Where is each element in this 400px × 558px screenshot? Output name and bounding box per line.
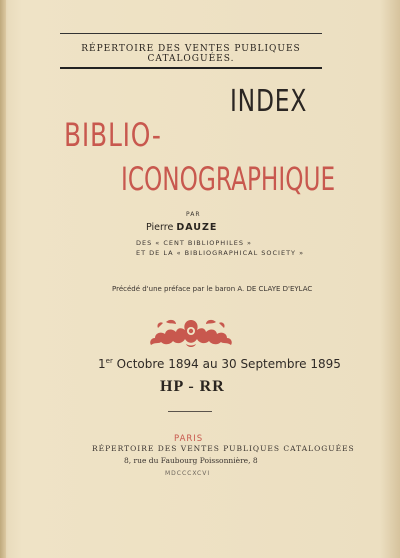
header-top-rule — [60, 33, 322, 34]
title-iconographique: ICONOGRAPHIQUE — [121, 160, 336, 198]
volume-range: HP - RR — [160, 378, 225, 395]
author-affiliation-1: DES « CENT BIBLIOPHILES » — [136, 239, 253, 247]
date-range-text: Octobre 1894 au 30 Septembre 1895 — [116, 357, 341, 371]
preface-note: Précédé d'une préface par le baron A. DE CLAYE D'EYLAC — [112, 285, 313, 293]
printer-ornament-icon — [146, 314, 236, 350]
author-name — [146, 222, 217, 233]
title-biblio: BIBLIO- — [64, 116, 162, 154]
date-start-number: 1 — [98, 357, 106, 371]
imprint-publisher: RÉPERTOIRE DES VENTES PUBLIQUES CATALOGUÉES — [92, 444, 355, 453]
page-spine-shadow — [0, 0, 6, 558]
date-range — [98, 357, 341, 371]
author-first-name: Pierre — [146, 222, 174, 233]
header-bottom-rule — [60, 67, 322, 69]
byline-par: PAR — [186, 211, 201, 218]
imprint-address: 8, rue du Faubourg Poissonnière, 8 — [124, 456, 258, 465]
author-affiliation-2: ET DE LA « BIBLIOGRAPHICAL SOCIETY » — [136, 249, 305, 257]
imprint-city: PARIS — [174, 434, 204, 444]
title-index: INDEX — [230, 84, 308, 119]
author-last-name: DAUZE — [176, 222, 218, 233]
imprint-rule — [168, 411, 212, 412]
series-header: RÉPERTOIRE DES VENTES PUBLIQUES CATALOGUÉES. — [81, 44, 301, 64]
imprint-year: MDCCCXCVI — [165, 470, 211, 477]
date-start-ordinal: er — [105, 357, 113, 365]
